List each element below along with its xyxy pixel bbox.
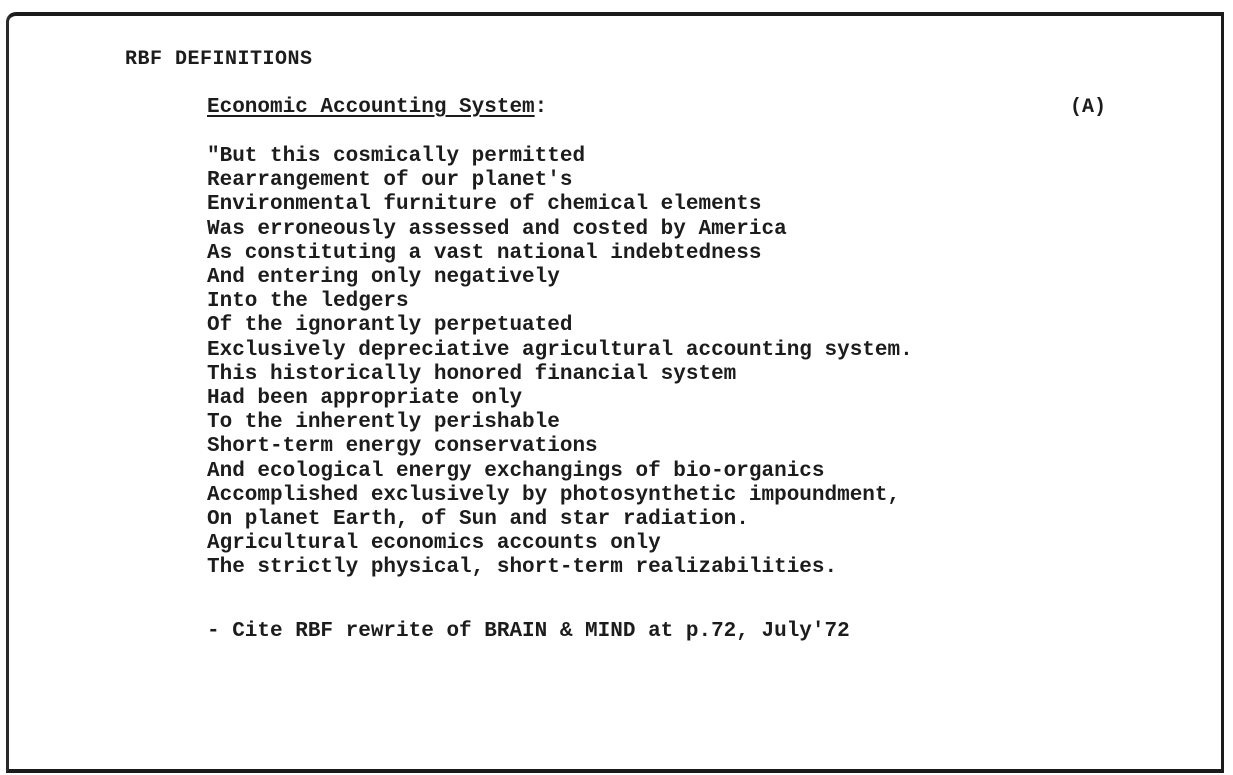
quote-line: And entering only negatively (207, 266, 560, 290)
quote-line: Of the ignorantly perpetuated (207, 314, 573, 338)
quote-block (207, 145, 913, 581)
quote-line: To the inherently perishable (207, 411, 560, 435)
quote-line: Had been appropriate only (207, 387, 523, 411)
quote-line: "But this cosmically permitted (207, 145, 586, 168)
section-title-colon: : (534, 96, 548, 119)
quote-line: And ecological energy exchangings of bio-organics (207, 459, 825, 483)
document-heading: RBF DEFINITIONS (125, 48, 313, 71)
section-title (207, 96, 547, 119)
quote-line: Environmental furniture of chemical elements (207, 193, 762, 217)
quote-line: On planet Earth, of Sun and star radiation. (207, 508, 749, 532)
quote-line: This historically honored financial system (207, 362, 737, 386)
reference-mark: (A) (1070, 96, 1107, 119)
quote-line: Was erroneously assessed and costed by America (207, 217, 787, 241)
quote-line: Rearrangement of our planet's (207, 169, 573, 193)
section-title-text: Economic Accounting System (207, 96, 535, 119)
quote-line: Accomplished exclusively by photosynthetic impoundment, (207, 483, 901, 507)
quote-line: The strictly physical, short-term realizabilities. (207, 556, 838, 580)
quote-line: Agricultural economics accounts only (207, 532, 661, 556)
quote-line: Short-term energy conservations (207, 435, 598, 459)
quote-line: As constituting a vast national indebtedness (207, 241, 762, 265)
quote-line: Exclusively depreciative agricultural accounting system. (207, 338, 913, 362)
quote-line: Into the ledgers (207, 290, 409, 314)
citation: - Cite RBF rewrite of BRAIN & MIND at p.72, July'72 (207, 620, 850, 643)
